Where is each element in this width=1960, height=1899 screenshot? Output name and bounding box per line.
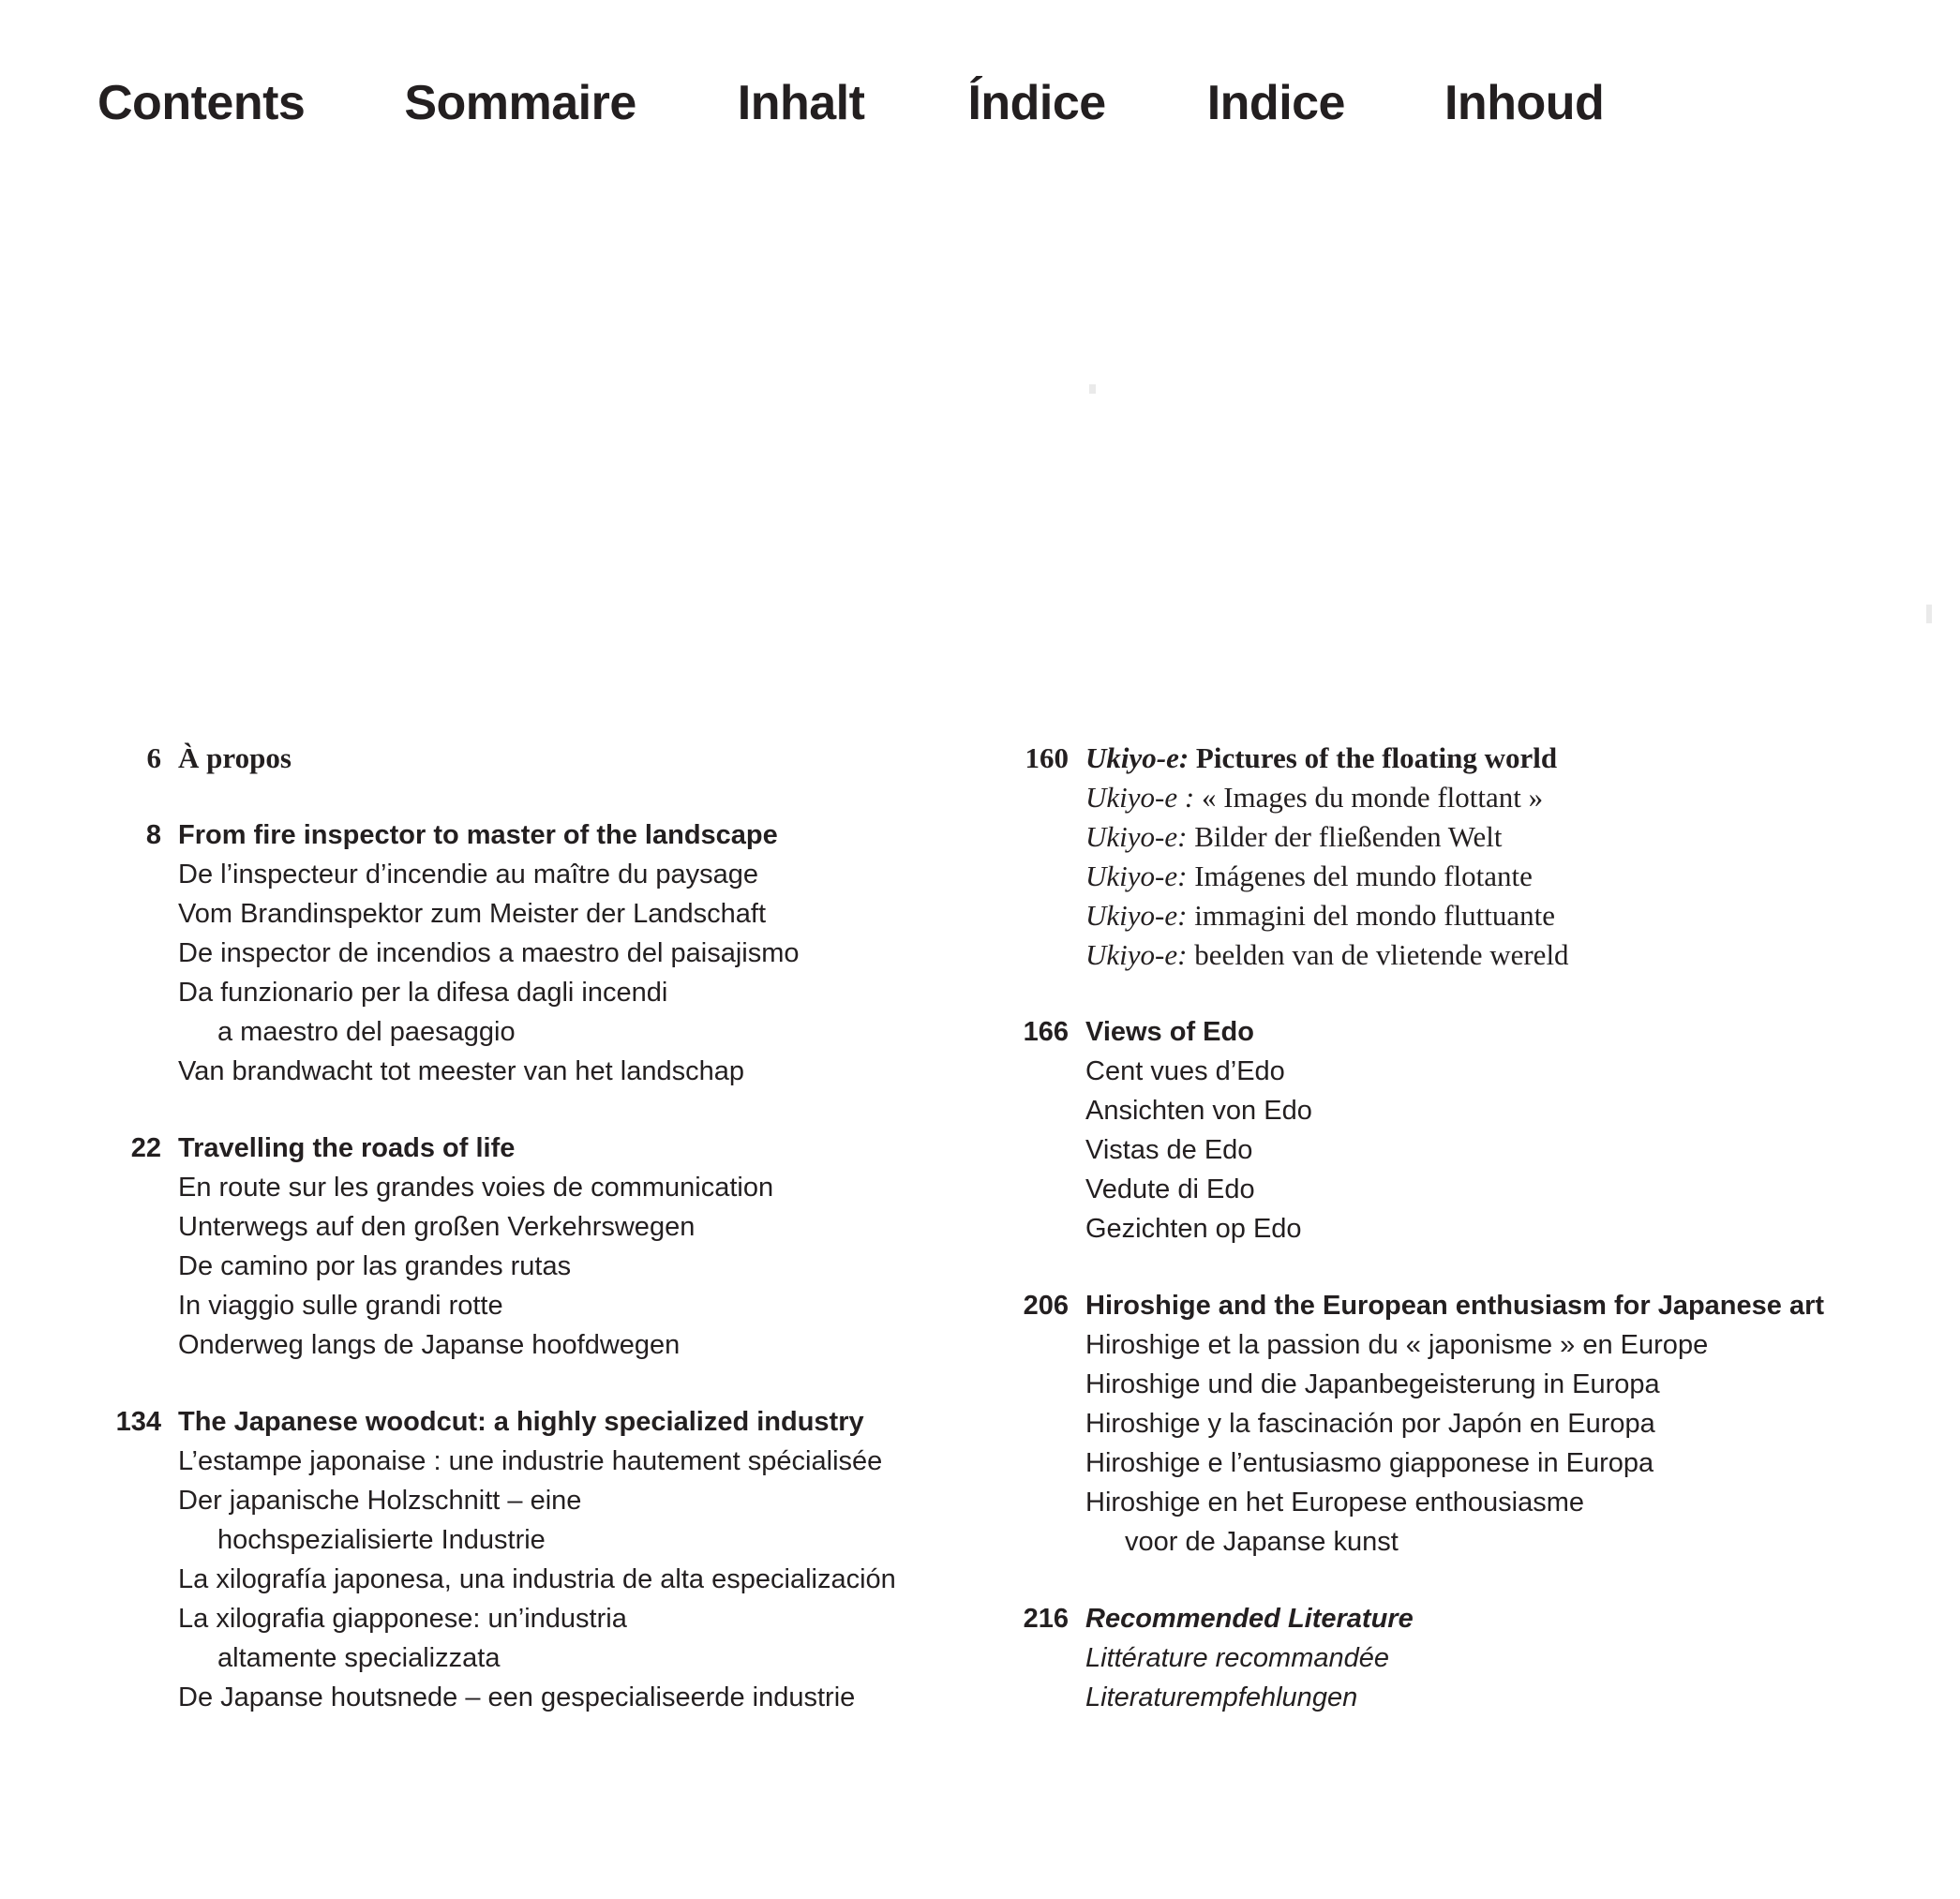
entry-translation: voor de Japanse kunst: [1125, 1527, 1399, 1557]
toc-line: [94, 1012, 937, 1052]
entry-translation: Da funzionario per la difesa dagli incendi: [178, 978, 668, 1008]
page-number: 216: [1023, 1604, 1069, 1634]
toc-line: [980, 1091, 1926, 1130]
entry-translation: a maestro del paesaggio: [217, 1017, 516, 1047]
entry-keyword-rest: beelden van de vlietende wereld: [1187, 938, 1569, 971]
entry-translation: Hiroshige y la fascinación por Japón en Europa: [1085, 1409, 1655, 1439]
toc-line: [980, 1325, 1926, 1365]
toc-line: [980, 1483, 1926, 1522]
toc-line: [980, 1678, 1926, 1717]
toc-line: [94, 934, 937, 973]
entry-title: Travelling the roads of life: [178, 1133, 516, 1163]
toc-line: [980, 817, 1926, 857]
toc-line: [94, 1520, 937, 1560]
entry-translation: [1085, 817, 1926, 857]
toc-entry-block[interactable]: [94, 1402, 937, 1717]
toc-entry-block[interactable]: [94, 1129, 937, 1365]
toc-line: [94, 1325, 937, 1365]
toc-line: [94, 1168, 937, 1207]
toc-column-left: [94, 739, 937, 1755]
toc-entry-block[interactable]: [980, 1012, 1926, 1249]
entry-translation: Der japanische Holzschnitt – eine: [178, 1486, 582, 1516]
entry-translation: Ansichten von Edo: [1085, 1096, 1312, 1126]
page-number: 166: [1023, 1017, 1069, 1047]
entry-translation: hochspezialisierte Industrie: [217, 1525, 546, 1555]
toc-line: [94, 815, 937, 855]
language-header-row: [94, 73, 1856, 157]
entry-keyword-rest: Imágenes del mundo flotante: [1187, 860, 1533, 892]
entry-keyword-rest: Pictures of the floating world: [1189, 741, 1558, 774]
entry-translation: Vedute di Edo: [1085, 1174, 1255, 1204]
entry-translation: La xilografia giapponese: un’industria: [178, 1604, 627, 1634]
entry-keyword-rest: « Images du monde flottant »: [1194, 781, 1544, 814]
entry-keyword: Ukiyo-e:: [1085, 938, 1188, 971]
entry-translation: Unterwegs auf den großen Verkehrswegen: [178, 1212, 696, 1242]
toc-column-right: [980, 739, 1926, 1755]
entry-keyword: Ukiyo-e:: [1085, 899, 1188, 932]
toc-entry-block[interactable]: [94, 815, 937, 1091]
toc-entry-block[interactable]: [94, 739, 937, 778]
page-number: 8: [145, 820, 161, 850]
page-number: 134: [115, 1407, 161, 1437]
entry-translation: Hiroshige et la passion du « japonisme » en Europe: [1085, 1330, 1709, 1360]
toc-entry-block[interactable]: [980, 1286, 1926, 1562]
toc-entry-block[interactable]: [980, 1599, 1926, 1717]
toc-line: [980, 1170, 1926, 1209]
toc-line: [94, 1286, 937, 1325]
entry-title: Views of Edo: [1085, 1017, 1254, 1047]
page-number: 160: [1025, 741, 1069, 774]
toc-line: [980, 1209, 1926, 1249]
toc-line: [980, 1286, 1926, 1325]
toc-line: [94, 855, 937, 894]
header-word-indice-it: Indice: [1206, 76, 1345, 130]
toc-line: [980, 1404, 1926, 1443]
entry-translation: La xilografía japonesa, una industria de alta especialización: [178, 1564, 896, 1594]
toc-line: [94, 1129, 937, 1168]
toc-line: [94, 973, 937, 1012]
header-word-inhoud: Inhoud: [1444, 76, 1605, 130]
toc-line: [980, 1638, 1926, 1678]
toc-line: [94, 1207, 937, 1247]
entry-translation: altamente specializzata: [217, 1643, 501, 1673]
toc-line: [94, 1638, 937, 1678]
entry-keyword: Ukiyo-e:: [1085, 860, 1188, 892]
toc-line: [94, 1560, 937, 1599]
entry-translation: En route sur les grandes voies de communication: [178, 1173, 774, 1203]
page-number: 22: [130, 1133, 161, 1163]
page-number: 6: [146, 741, 161, 774]
entry-translation: Vistas de Edo: [1085, 1135, 1253, 1165]
toc-entry-block[interactable]: [980, 739, 1926, 975]
toc-line: [980, 896, 1926, 935]
toc-line: [980, 1130, 1926, 1170]
entry-title: À propos: [178, 741, 292, 774]
toc-line: [980, 739, 1926, 778]
toc-line: [980, 1012, 1926, 1052]
header-word-sommaire: Sommaire: [404, 76, 636, 130]
entry-title: The Japanese woodcut: a highly specialized industry: [178, 1407, 864, 1437]
entry-translation: Hiroshige en het Europese enthousiasme: [1085, 1488, 1584, 1518]
toc-line: [980, 1052, 1926, 1091]
toc-line: [94, 1599, 937, 1638]
toc-line: [94, 1678, 937, 1717]
entry-keyword-rest: Bilder der fließenden Welt: [1187, 820, 1503, 853]
entry-translation: De l’inspecteur d’incendie au maître du paysage: [178, 860, 759, 890]
entry-translation: Onderweg langs de Japanse hoofdwegen: [178, 1330, 681, 1360]
toc-line: [94, 1481, 937, 1520]
toc-line: [980, 778, 1926, 817]
entry-translation: [1085, 778, 1926, 817]
toc-line: [980, 1443, 1926, 1483]
entry-translation: Vom Brandinspektor zum Meister der Landschaft: [178, 899, 767, 929]
toc-line: [94, 1402, 937, 1442]
entry-translation: Gezichten op Edo: [1085, 1214, 1302, 1244]
entry-keyword-rest: immagini del mondo fluttuante: [1187, 899, 1556, 932]
entry-translation: Cent vues d’Edo: [1085, 1056, 1285, 1086]
toc-line: [94, 894, 937, 934]
header-word-inhalt: Inhalt: [737, 76, 865, 130]
scan-speck: [1089, 384, 1096, 394]
header-word-indice-es: Índice: [967, 76, 1106, 130]
entry-translation: De camino por las grandes rutas: [178, 1251, 572, 1281]
entry-translation: Van brandwacht tot meester van het landschap: [178, 1056, 745, 1086]
entry-translation: De Japanse houtsnede – een gespecialiseerde industrie: [178, 1682, 856, 1712]
entry-translation: [1085, 935, 1926, 975]
toc-line: [980, 857, 1926, 896]
entry-translation: De inspector de incendios a maestro del paisajismo: [178, 938, 800, 968]
entry-title: From fire inspector to master of the landscape: [178, 820, 778, 850]
entry-translation: [1085, 857, 1926, 896]
entry-keyword: Ukiyo-e:: [1085, 741, 1189, 774]
toc-line: [94, 1247, 937, 1286]
entry-translation: L’estampe japonaise : une industrie hautement spécialisée: [178, 1446, 883, 1476]
toc-line: [94, 1442, 937, 1481]
entry-translation: [1085, 896, 1926, 935]
page-number: 206: [1023, 1291, 1069, 1321]
entry-translation: Littérature recommandée: [1085, 1643, 1389, 1673]
toc-line: [94, 1052, 937, 1091]
entry-translation: Hiroshige e l’entusiasmo giapponese in Europa: [1085, 1448, 1654, 1478]
scan-speck: [1926, 605, 1932, 623]
entry-translation: In viaggio sulle grandi rotte: [178, 1291, 503, 1321]
entry-keyword: Ukiyo-e:: [1085, 820, 1188, 853]
entry-title: Hiroshige and the European enthusiasm for Japanese art: [1085, 1291, 1825, 1321]
toc-line: [94, 739, 937, 778]
header-word-contents: Contents: [97, 76, 306, 130]
toc-line: [980, 1599, 1926, 1638]
entry-translation: Literaturempfehlungen: [1085, 1682, 1358, 1712]
toc-line: [980, 1522, 1926, 1562]
entry-translation: Hiroshige und die Japanbegeisterung in Europa: [1085, 1369, 1660, 1399]
toc-line: [980, 935, 1926, 975]
entry-title: [1085, 739, 1926, 778]
entry-title: Recommended Literature: [1085, 1604, 1414, 1634]
entry-keyword: Ukiyo-e :: [1085, 781, 1195, 814]
toc-line: [980, 1365, 1926, 1404]
